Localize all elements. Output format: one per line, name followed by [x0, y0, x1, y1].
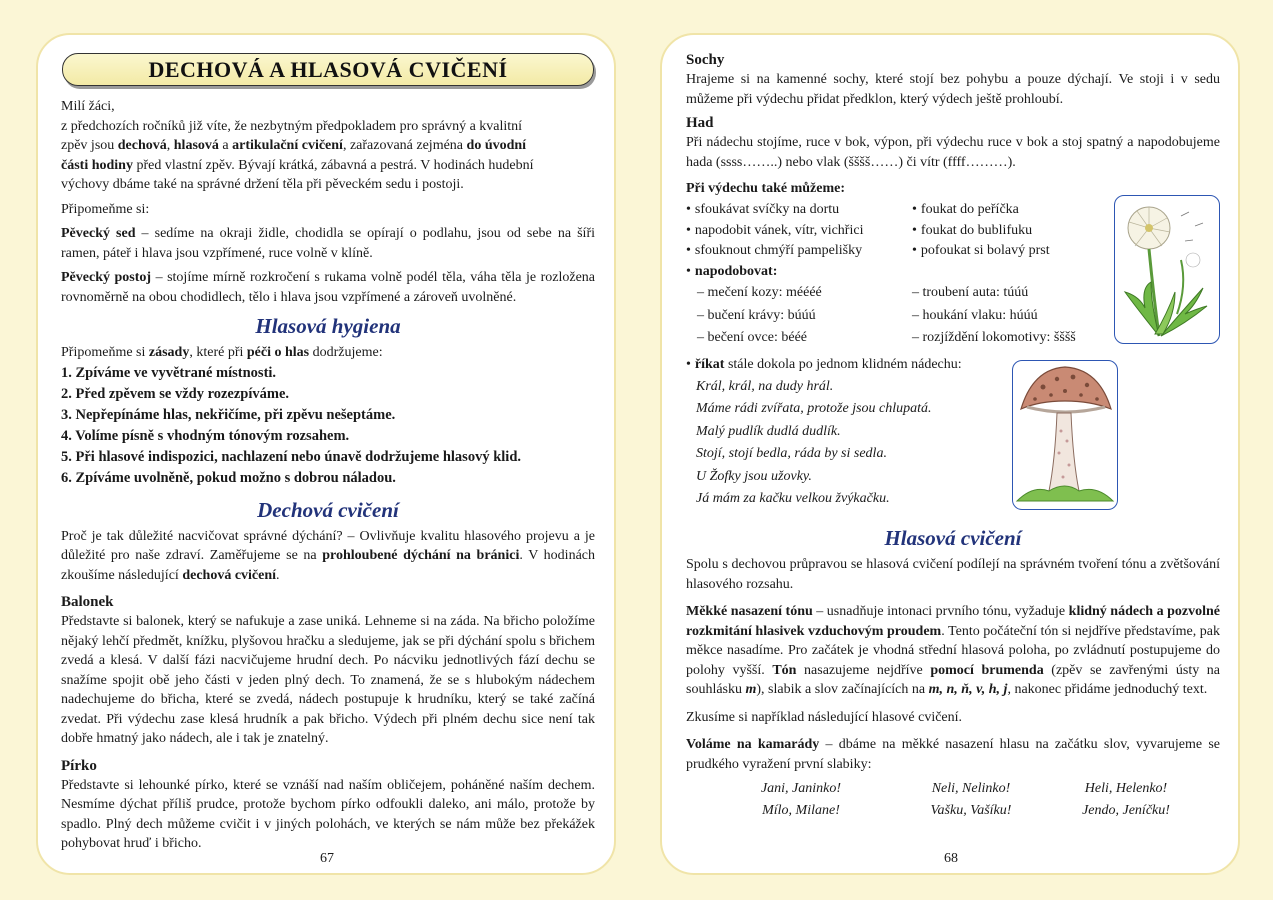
name-cell: Neli, Nelinko!: [931, 781, 1011, 796]
rule-item: 3. Nepřepínáme hlas, nekřičíme, při zpěvu nešeptáme.: [61, 406, 396, 423]
soft-onset-paragraph: Měkké nasazení tónu – usnadňuje intonaci prvního tónu, vyžaduje klidný nádech a pozvolné rozkmitání hlasivek vzduchovým proudem. Tento počáteční tón si nejdříve představíme, pak měkce nasadíme. Pro začátek je vhodná střední hlasová poloha, po zvládnutí postupujeme do polohy vyšší. Tón nasazujeme nejdříve pomocí brumenda (zpěv se zavřenými ústy na souhlásku m), slabik a slov začínajících na m, n, ň, v, h, j, nakonec přidáme jednoduchý text.: [686, 604, 1220, 697]
rule-item: 4. Volíme písně s vhodným tónovým rozsahem.: [61, 427, 350, 444]
breath-intro: Proč je tak důležité nacvičovat správné dýchání? – Ovlivňuje kvalitu hlasového projevu a je důležité pro naše zdraví. Zaměřujeme se na prohloubené dýchání na bránici. V hodinách zkoušíme následující dechová cvičení.: [61, 528, 595, 583]
hygiene-intro: Připomeňme si zásady, které při péči o hlas dodržujeme:: [61, 345, 383, 360]
had-text: Při nádechu stojíme, ruce v bok, výpon, při výdechu ruce v bok a stoj spatný a napodobujeme hada (ssss……..) nebo vlak (šššš……) či vítr (ffff………).: [686, 135, 1220, 170]
vydech-section: [686, 179, 1126, 350]
napod-item: – bučení krávy: búúú: [697, 307, 816, 323]
napod-grid: [697, 282, 1126, 350]
napod-item: – bečení ovce: bééé: [697, 330, 807, 345]
verse-line: Já mám za kačku velkou žvýkačku.: [696, 491, 890, 506]
rule-item: 6. Zpíváme uvolněně, pokud možno s dobrou náladou.: [61, 469, 396, 486]
postoj-paragraph: Pěvecký postoj – stojíme mírně rozkročení s rukama volně podél těla, váha těla je rozložena rovnoměrně na obou chodidlech, tělo i hlava jsou vzpřímené a zároveň uvolněné.: [61, 270, 595, 305]
vydech-right-list: [912, 200, 1112, 262]
sochy-title: Sochy: [686, 52, 725, 68]
text-line: části hodiny před vlastní zpěv. Bývají krátká, zábavná a pestrá. V hodinách hudební: [61, 157, 534, 173]
verse-line: Máme rádi zvířata, protože jsou chlupatá.: [696, 401, 932, 416]
vydech-left-list: [686, 200, 912, 262]
name-cell: Heli, Helenko!: [1084, 781, 1168, 796]
right-column-bottom: [686, 525, 1220, 822]
left-column: [61, 97, 595, 854]
name-cell: Mílo, Milane!: [762, 803, 840, 818]
bullet-item: • foukat do peříčka: [912, 202, 1019, 217]
had-title: Had: [686, 115, 714, 131]
page-number: 67: [320, 851, 334, 866]
balonek-title: Balonek: [61, 594, 114, 610]
balonek-text: Představte si balonek, který se nafukuje a zase uniká. Lehneme si na záda. Na břicho položíme nějaký lehčí předmět, knížku, plyšovou hračku a sledujeme, jak se při dýchání spolu s břichem zvedá a klesá. V další fázi nacvičujeme hrudní dech. Po nácviku jednotlivých fází dechu se snažíme spojit obě jeho části v jeden plný dech. To znamená, že se s hlubokým nádechem nadechujeme do břicha, které se zvedá, nádech postupuje k hrudníku, který se také začíná zvedat. Při výdechu zase klesá hrudník a pak břicho. Výdech při plném dechu sice není tak dobře hmatný jako nádech, ale i tak je znatelný.: [61, 614, 595, 746]
rikat-item: • říkat stále dokola po jednom klidném nádechu:: [686, 357, 962, 372]
rule-item: 5. Při hlasové indispozici, nachlazení nebo únavě dodržujeme hlasový klid.: [61, 448, 522, 465]
bullet-item: • sfouknout chmýří pampelišky: [686, 243, 863, 258]
napod-item: – troubení auta: túúú: [912, 285, 1029, 300]
text-line: výchovy dbáme také na správné držení těla při pěveckém sedu i postoji.: [61, 177, 464, 192]
bullet-item: • pofoukat si bolavý prst: [912, 243, 1050, 258]
vydech-grid: [686, 200, 1126, 262]
text-line: Milí žáci,: [61, 99, 115, 114]
hygiene-heading: Hlasová hygiena: [255, 314, 401, 338]
text-line: z předchozích ročníků již víte, že nezbytným předpokladem pro správný a kvalitní: [61, 118, 523, 134]
page-title: DECHOVÁ A HLASOVÁ CVIČENÍ: [62, 53, 594, 86]
sed-paragraph: Pěvecký sed – sedíme na okraji židle, chodidla se opírají o podlahu, jsou od sebe na šíři ramen, páteř i hlava jsou vzpřímené, ruce volně v klíně.: [61, 226, 595, 261]
names-grid: [716, 778, 1220, 822]
text-line: zpěv jsou dechová, hlasová a artikulační cvičení, zařazovaná zejména do úvodní: [61, 138, 527, 153]
vydech-title: Při výdechu také můžeme:: [686, 181, 846, 196]
dandelion-illustration: [1114, 195, 1220, 344]
volame-paragraph: Voláme na kamarády – dbáme na měkké nasazení hlasu na začátku slov, vyvarujeme se prudkého vyražení první slabiky:: [686, 737, 1220, 772]
remind-label: Připomeňme si:: [61, 201, 150, 217]
breath-heading: Dechová cvičení: [257, 497, 399, 522]
rikat-section: [686, 355, 1016, 511]
try-text: Zkusíme si například následující hlasové cvičení.: [686, 709, 963, 725]
name-cell: Jendo, Jeníčku!: [1082, 803, 1170, 818]
rule-item: 1. Zpíváme ve vyvětrané místnosti.: [61, 364, 277, 381]
voice-heading: Hlasová cvičení: [884, 526, 1022, 550]
page-number: 68: [944, 851, 958, 866]
napodobovat-item: • napodobovat:: [686, 263, 778, 279]
voice-intro: Spolu s dechovou průpravou se hlasová cvičení podílejí na správném tvoření tónu a zvětšování hlasového rozsahu.: [686, 557, 1220, 592]
verse-line: U Žofky jsou užovky.: [696, 468, 812, 484]
verses-list: [696, 376, 1016, 511]
pirko-title: Pírko: [61, 757, 97, 774]
verse-line: Stojí, stojí bedla, ráda by si sedla.: [696, 446, 887, 461]
verse-line: Král, král, na dudy hrál.: [696, 378, 834, 394]
rules-list: [61, 363, 595, 489]
rule-item: 2. Před zpěvem se vždy rozezpíváme.: [61, 385, 290, 402]
mushroom-illustration: [1012, 360, 1118, 510]
right-column-top: [686, 51, 1220, 172]
name-cell: Vašku, Vašíku!: [930, 803, 1012, 818]
name-cell: Jani, Janinko!: [760, 781, 842, 796]
intro-paragraph: [61, 97, 595, 195]
left-page: [36, 33, 616, 875]
napod-left-list: [697, 282, 923, 350]
napod-item: – mečení kozy: méééé: [697, 285, 822, 300]
verse-line: Malý pudlík dudlá dudlík.: [696, 423, 841, 439]
napod-item: – rozjíždění lokomotivy: šššš: [912, 330, 1076, 345]
right-page: [660, 33, 1240, 875]
bullet-item: • napodobit vánek, vítr, vichřici: [686, 222, 864, 238]
napod-item: – houkání vlaku: húúú: [912, 307, 1038, 323]
bullet-item: • foukat do bublifuku: [912, 222, 1033, 238]
bullet-item: • sfoukávat svíčky na dortu: [686, 202, 840, 217]
pirko-text: Představte si lehounké pírko, které se vznáší nad naším obličejem, poháněné naším dechem. Nesmíme dýchat příliš prudce, protože bychom pírko odfoukli daleko, ani málo, protože by spadlo. Plný dech můžeme cvičit i v jiných polohách, ve kterých se nám může bez překážek pohybovat hruď i břicho.: [61, 777, 595, 851]
sochy-text: Hrajeme si na kamenné sochy, které stojí bez pohybu a pouze dýchají. Ve stoji i v sedu můžeme při výdechu přidat předklon, který výdech ještě prohloubí.: [686, 72, 1220, 107]
napod-right-list: [912, 282, 1123, 350]
